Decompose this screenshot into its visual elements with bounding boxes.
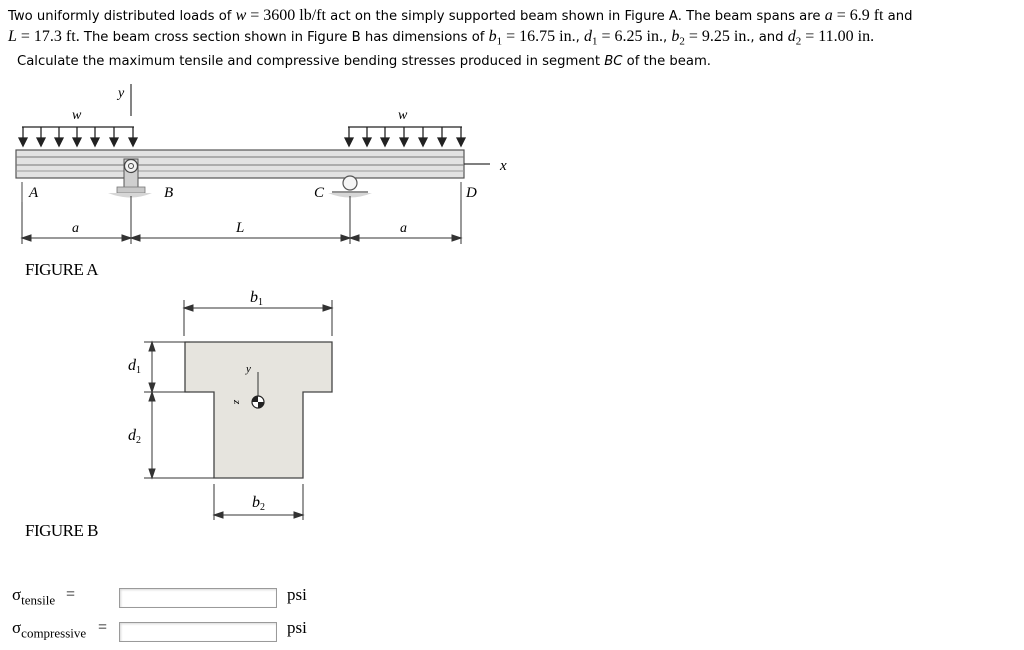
answer-row-compressive bbox=[12, 618, 342, 642]
t-cross-section bbox=[185, 342, 332, 478]
y-label: y bbox=[246, 363, 251, 375]
separator: , bbox=[575, 29, 584, 45]
problem-text: Two uniformly distributed loads of bbox=[8, 9, 236, 24]
figure-b-label: FIGURE B bbox=[25, 521, 98, 540]
w-symbol: w bbox=[235, 7, 247, 24]
separator: , bbox=[662, 29, 672, 45]
compressive-stress-input[interactable] bbox=[119, 622, 277, 642]
distributed-load-left bbox=[19, 127, 137, 146]
point-c-label: C bbox=[314, 185, 325, 201]
load-right-label: w bbox=[398, 108, 408, 123]
dim-a-left-label: a bbox=[72, 221, 79, 236]
segment-label: BC bbox=[604, 53, 623, 69]
y-axis-label: y bbox=[118, 86, 125, 101]
w-value: = 3600 lb/ft bbox=[246, 7, 326, 24]
roller-support-c bbox=[328, 176, 372, 198]
separator: , and bbox=[750, 29, 788, 45]
tensile-unit: psi bbox=[287, 585, 307, 604]
answer-row-tensile bbox=[12, 585, 342, 609]
problem-text: of the beam. bbox=[622, 53, 711, 69]
problem-text: act on the simply supported beam shown in Figure A. The beam spans are bbox=[325, 9, 825, 24]
b2-value: = 9.25 in. bbox=[684, 27, 751, 45]
distributed-load-right bbox=[345, 127, 465, 146]
point-a-label: A bbox=[29, 185, 39, 201]
b1-label: b1 bbox=[250, 289, 263, 308]
d1-label: d1 bbox=[128, 357, 141, 376]
d2-label: d2 bbox=[128, 427, 141, 446]
problem-line-2 bbox=[8, 27, 1018, 52]
sigma-tensile: $\sigma_{tensile}$ bbox=[12, 585, 56, 608]
z-label: z bbox=[231, 400, 243, 405]
equals-sign: = bbox=[66, 586, 76, 603]
figure-a-diagram bbox=[0, 80, 540, 255]
b1-value: = 16.75 in. bbox=[502, 27, 576, 45]
d1-symbol: d bbox=[583, 27, 592, 45]
problem-line-1 bbox=[8, 6, 1018, 27]
d1-value: = 6.25 in. bbox=[597, 27, 663, 45]
point-d-label: D bbox=[466, 185, 477, 201]
tensile-stress-input[interactable] bbox=[119, 588, 277, 608]
problem-text: and bbox=[883, 9, 913, 24]
d2-subscript: 2 bbox=[795, 35, 802, 48]
problem-text: Calculate the maximum tensile and compressive bending stresses produced in segment bbox=[17, 53, 605, 69]
dim-L-label: L bbox=[236, 220, 245, 236]
a-value: = 6.9 ft bbox=[832, 7, 884, 24]
beam bbox=[16, 150, 464, 178]
dim-a-right-label: a bbox=[400, 221, 407, 236]
L-symbol: L bbox=[8, 27, 17, 45]
problem-statement bbox=[8, 6, 1018, 71]
d2-value: = 11.00 in. bbox=[801, 27, 875, 45]
d1-subscript: 1 bbox=[591, 35, 598, 48]
x-axis-label: x bbox=[500, 158, 507, 174]
point-b-label: B bbox=[164, 185, 174, 201]
a-symbol: a bbox=[824, 7, 833, 24]
sigma-compressive: $\sigma_{compressive}$ bbox=[12, 618, 87, 641]
equals-sign: = bbox=[98, 619, 108, 636]
problem-text: The beam cross section shown in Figure B has dimensions of bbox=[79, 29, 489, 45]
b2-symbol: b bbox=[671, 27, 680, 45]
d2-symbol: d bbox=[787, 27, 796, 45]
figure-a-label: FIGURE A bbox=[25, 260, 98, 279]
figure-b-diagram bbox=[100, 280, 460, 520]
b1-subscript: 1 bbox=[496, 35, 503, 48]
b2-label: b2 bbox=[252, 494, 265, 513]
compressive-unit: psi bbox=[287, 618, 307, 637]
load-left-label: w bbox=[72, 108, 82, 123]
b2-subscript: 2 bbox=[679, 35, 685, 48]
L-value: = 17.3 ft. bbox=[16, 27, 80, 45]
problem-line-3 bbox=[8, 52, 1018, 72]
b1-symbol: b bbox=[488, 27, 497, 45]
